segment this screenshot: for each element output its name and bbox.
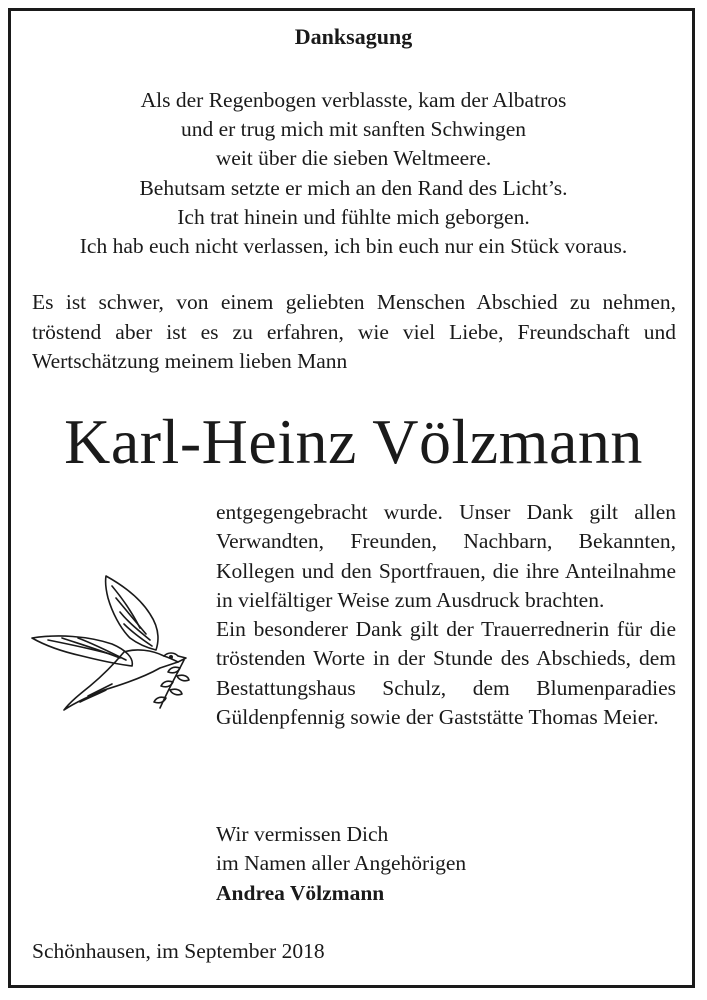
closing-line: Wir vermissen Dich xyxy=(216,822,389,846)
deceased-name: Karl-Heinz Völzmann xyxy=(64,406,643,477)
poem-line: Behutsam setzte er mich an den Rand des Licht’s. xyxy=(139,175,568,200)
thanks-paragraph: Ein besonderer Dank gilt der Trauerrednerin für die tröstenden Worte in der Stunde des Abschieds, dem Bestattungshaus Schulz, dem Blumenparadies Güldenpfennig sowie der Gaststätte Thomas Meier. xyxy=(216,617,676,730)
poem-line: Als der Regenbogen verblasste, kam der Albatros xyxy=(140,88,567,112)
place-date: Schönhausen, im September 2018 xyxy=(32,939,325,963)
closing-line: im Namen aller Angehörigen xyxy=(216,851,467,876)
thanks-paragraph: entgegengebracht wurde. Unser Dank gilt allen Verwandten, Freunden, Nachbarn, Bekannten, Kollegen und den Sportfrauen, die ihre Anteilnahme in vielfältiger Weise zum Ausdruck brachten. xyxy=(216,500,676,612)
poem-line: Ich trat hinein und fühlte mich geborgen. xyxy=(177,204,530,229)
poem-line: und er trug mich mit sanften Schwingen xyxy=(180,117,527,142)
signer-name: Andrea Völzmann xyxy=(216,880,385,905)
dove-with-olive-branch-icon xyxy=(28,568,198,718)
intro-paragraph: Es ist schwer, von einem geliebten Menschen Abschied zu nehmen, tröstend aber ist es zu erfahren, wie viel Liebe, Freundschaft und Wertschätzung meinem lieben Mann xyxy=(32,290,676,373)
poem-line: weit über die sieben Weltmeere. xyxy=(215,146,492,171)
poem-line: Ich hab euch nicht verlassen, ich bin euch nur ein Stück voraus. xyxy=(79,234,628,259)
thanks-text xyxy=(216,498,676,732)
notice-title: Danksagung xyxy=(294,24,413,49)
closing-block xyxy=(216,820,676,908)
poem xyxy=(0,86,707,261)
